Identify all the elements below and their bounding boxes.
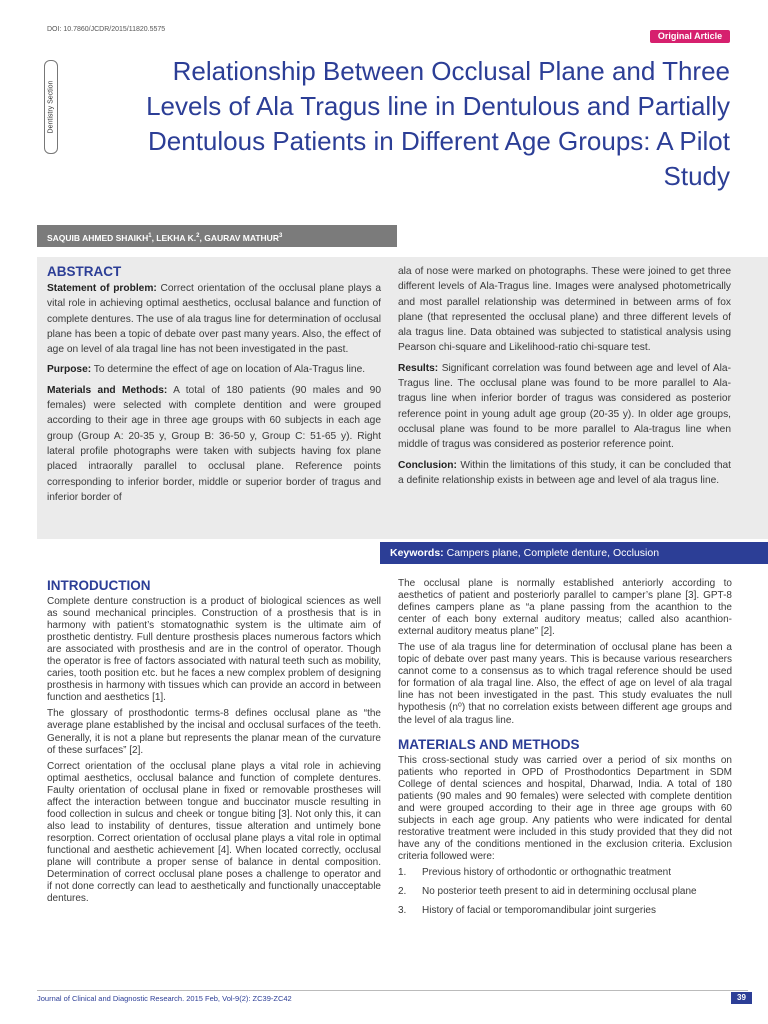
list-item <box>398 886 732 898</box>
author-affiliation: 1 <box>148 233 152 239</box>
conclusion-text: Within the limitations of this study, it can be concluded that a definite relationship exists in between age and level of ala tragus line. <box>398 459 731 486</box>
footer-divider <box>37 990 748 991</box>
list-item <box>398 905 732 917</box>
section-label: Dentistry Section <box>47 80 55 134</box>
list-number: 2. <box>398 885 407 897</box>
problem-text: Correct orientation of the occlusal plane plays a vital role in achieving optimal aesthetics, occlusal balance and function of complete dentures. The use of ala tragus line for determination of occlusal plane has been a topic of debate over past many years. Also, the effect of age on level of ala tragal line has not been investigated in the past. <box>47 283 381 356</box>
abstract-purpose <box>47 362 381 377</box>
abstract-methods-continued: ala of nose were marked on photographs. These were joined to get three different levels of Ala-Tragus line. Images were analysed photometrically and most parallel relationship was determined in between arms of fox plane (that represented the occlusal plane) and three different levels of ala tragus line. Data obtained was subjected to statistical analysis using Pearson chi-square and Likelihood-ratio chi-square test. <box>398 266 731 354</box>
abstract-conclusion <box>398 458 731 489</box>
abstract-problem <box>47 281 381 357</box>
intro-paragraph: The occlusal plane is normally established anteriorly according to aesthetics of patient and posteriorly parallel to camper’s plane [3]. GPT-8 defines campers plane as “a plane passing from the acanthion to the center of each bony external auditory meatus; called also acanthion-external auditory meatus plane” [2]. <box>398 578 732 638</box>
list-number: 3. <box>398 904 407 916</box>
conclusion-label: Conclusion: <box>398 459 457 471</box>
body-column-left <box>47 578 381 909</box>
abstract-methods <box>47 383 381 505</box>
results-text: Significant correlation was found between age and level of Ala-Tragus line. The occlusal plane was found to be more parallel to Ala-tragus line when inferior border of tragus was considered as posterior reference point in young adult age group (20-35 y). In older age groups, occlusal plane was found to be more parallel to Ala-tragus line when middle of tragus was considered as posterior reference point. <box>398 362 731 451</box>
abstract-results <box>398 361 731 453</box>
doi-text: DOI: 10.7860/JCDR/2015/11820.5575 <box>47 26 166 33</box>
methods-label: Materials and Methods: <box>47 384 168 396</box>
abstract-heading: ABSTRACT <box>47 264 122 279</box>
list-item <box>398 867 732 879</box>
author-affiliation: 3 <box>278 233 283 239</box>
exclusion-criteria-list <box>398 867 732 917</box>
list-number: 1. <box>398 866 407 878</box>
methods-paragraph: This cross-sectional study was carried over a period of six months on patients who reported in OPD of Prosthodontics Department in SDM College of dental sciences and hospital, Dharwad, India. A total of 180 patients (90 males and 90 females) were selected with complete dentition and were grouped according to their age in three age groups with 60 subjects in each age group. Any patients who were indicated for dental restorative treatment were included in this study provided that they did not have any of the conditions mentioned in the exclusion criteria. Exclusion criteria followed were: <box>398 754 732 862</box>
list-text: History of facial or temporomandibular joint surgeries <box>422 904 656 916</box>
author-name: LEKHA K. <box>156 232 197 243</box>
keywords-text: Campers plane, Complete denture, Occlusion <box>443 547 660 559</box>
author-name: GAURAV MATHUR <box>204 232 279 243</box>
list-text: Previous history of orthodontic or orthognathic treatment <box>422 866 672 878</box>
methods-text: A total of 180 patients (90 males and 90 females) were selected with complete dentition and were grouped according to their age in three age groups with 60 subjects in each age group (Group A: 20-35 y, Group B: 36-50 y, Group C: 51-65 y). Right lateral profile photographs were taken with subjects having fox plane placed intraorally parallel to occlusal plane. Reference points corresponding to inferior border, middle or superior border of tragus and inferior border of <box>47 384 381 503</box>
author-bar: SAQUIB AHMED SHAIKH$^1$, LEKHA K.$^2$, GAURAV MATHUR$^3$ <box>37 225 397 247</box>
introduction-heading: INTRODUCTION <box>47 578 151 593</box>
abstract-column-left <box>47 264 381 510</box>
purpose-label: Purpose: <box>47 364 92 376</box>
list-text: No posterior teeth present to aid in determining occlusal plane <box>422 885 697 897</box>
journal-citation: Journal of Clinical and Diagnostic Research. 2015 Feb, Vol-9(2): ZC39-ZC42 <box>37 994 292 1003</box>
keywords-label: Keywords: <box>390 547 444 559</box>
abstract-column-right <box>398 264 731 493</box>
article-title: Relationship Between Occlusal Plane and Three Levels of Ala Tragus line in Dentulous and Partially Dentulous Patients in Different Age Groups: A Pilot Study <box>146 56 730 191</box>
article-type-badge: Original Article <box>650 30 730 43</box>
keywords-bar <box>380 542 768 564</box>
author-affiliation: 2 <box>196 233 200 239</box>
methods-heading: MATERIALS AND METHODS <box>398 736 580 752</box>
purpose-text: To determine the effect of age on location of Ala-Tragus line. <box>91 364 366 376</box>
author-name: SAQUIB AHMED SHAIKH <box>47 232 149 243</box>
body-column-right <box>398 578 732 924</box>
results-label: Results: <box>398 362 439 374</box>
section-tag <box>44 60 58 154</box>
intro-paragraph: Complete denture construction is a product of biological sciences as well as sound mechanical principles. Construction of a prosthesis that is in harmony with patient’s stomatognathic system is the ultimate aim of prosthetic dentistry. Full denture prosthesis places numerous factors which are associated with prosthesis and are in the control of operator. Though the operator is free of factors associated with natural teeth such as mobility, caries, tooth position etc. but he faces a new complex problem of designing prosthesis in harmony with tissues which can provide an accord in between function and aesthetics [1]. <box>47 596 381 704</box>
problem-label: Statement of problem: <box>47 283 157 294</box>
intro-paragraph: The glossary of prosthodontic terms-8 defines occlusal plane as “the average plane established by the incisal and occlusal surfaces of the teeth. Generally, it is not a plane but represents the planar mean of the curvature of these surfaces” [2]. <box>47 708 381 756</box>
intro-paragraph: The use of ala tragus line for determination of occlusal plane has been a topic of debate over past many years. This is because various researchers cannot come to a consensus as to which tragal reference should be used for formation of ala tragal line. Also, the effect of age on level of ala tragal line has not been investigated in the past. This study evaluates the null hypothesis (n⁰) that no correlation exists between different age groups and the level of ala tragus line. <box>398 642 732 726</box>
page-number: 39 <box>731 992 752 1004</box>
intro-paragraph: Correct orientation of the occlusal plane plays a vital role in achieving optimal aesthetics, occlusal balance and function of complete dentures. Faulty orientation of occlusal plane in fixed or removable prostheses will affect the interaction between tongue and buccinator muscle resulting in food collection in sulcus and cheek or tongue biting [3]. Not only this, it can also lead to instability of dentures, tissue alteration and untimely bone resorption. Correct orientation of occlusal plane plays a vital role in optimal functional and aesthetic achievement [4]. When located correctly, occlusal plane will contribute a proper sense of balance in dental composition. Determination of correct occlusal plane poses a challenge to operator and if not done correctly can lead to aesthetically and functionally unacceptable dentures. <box>47 760 381 905</box>
